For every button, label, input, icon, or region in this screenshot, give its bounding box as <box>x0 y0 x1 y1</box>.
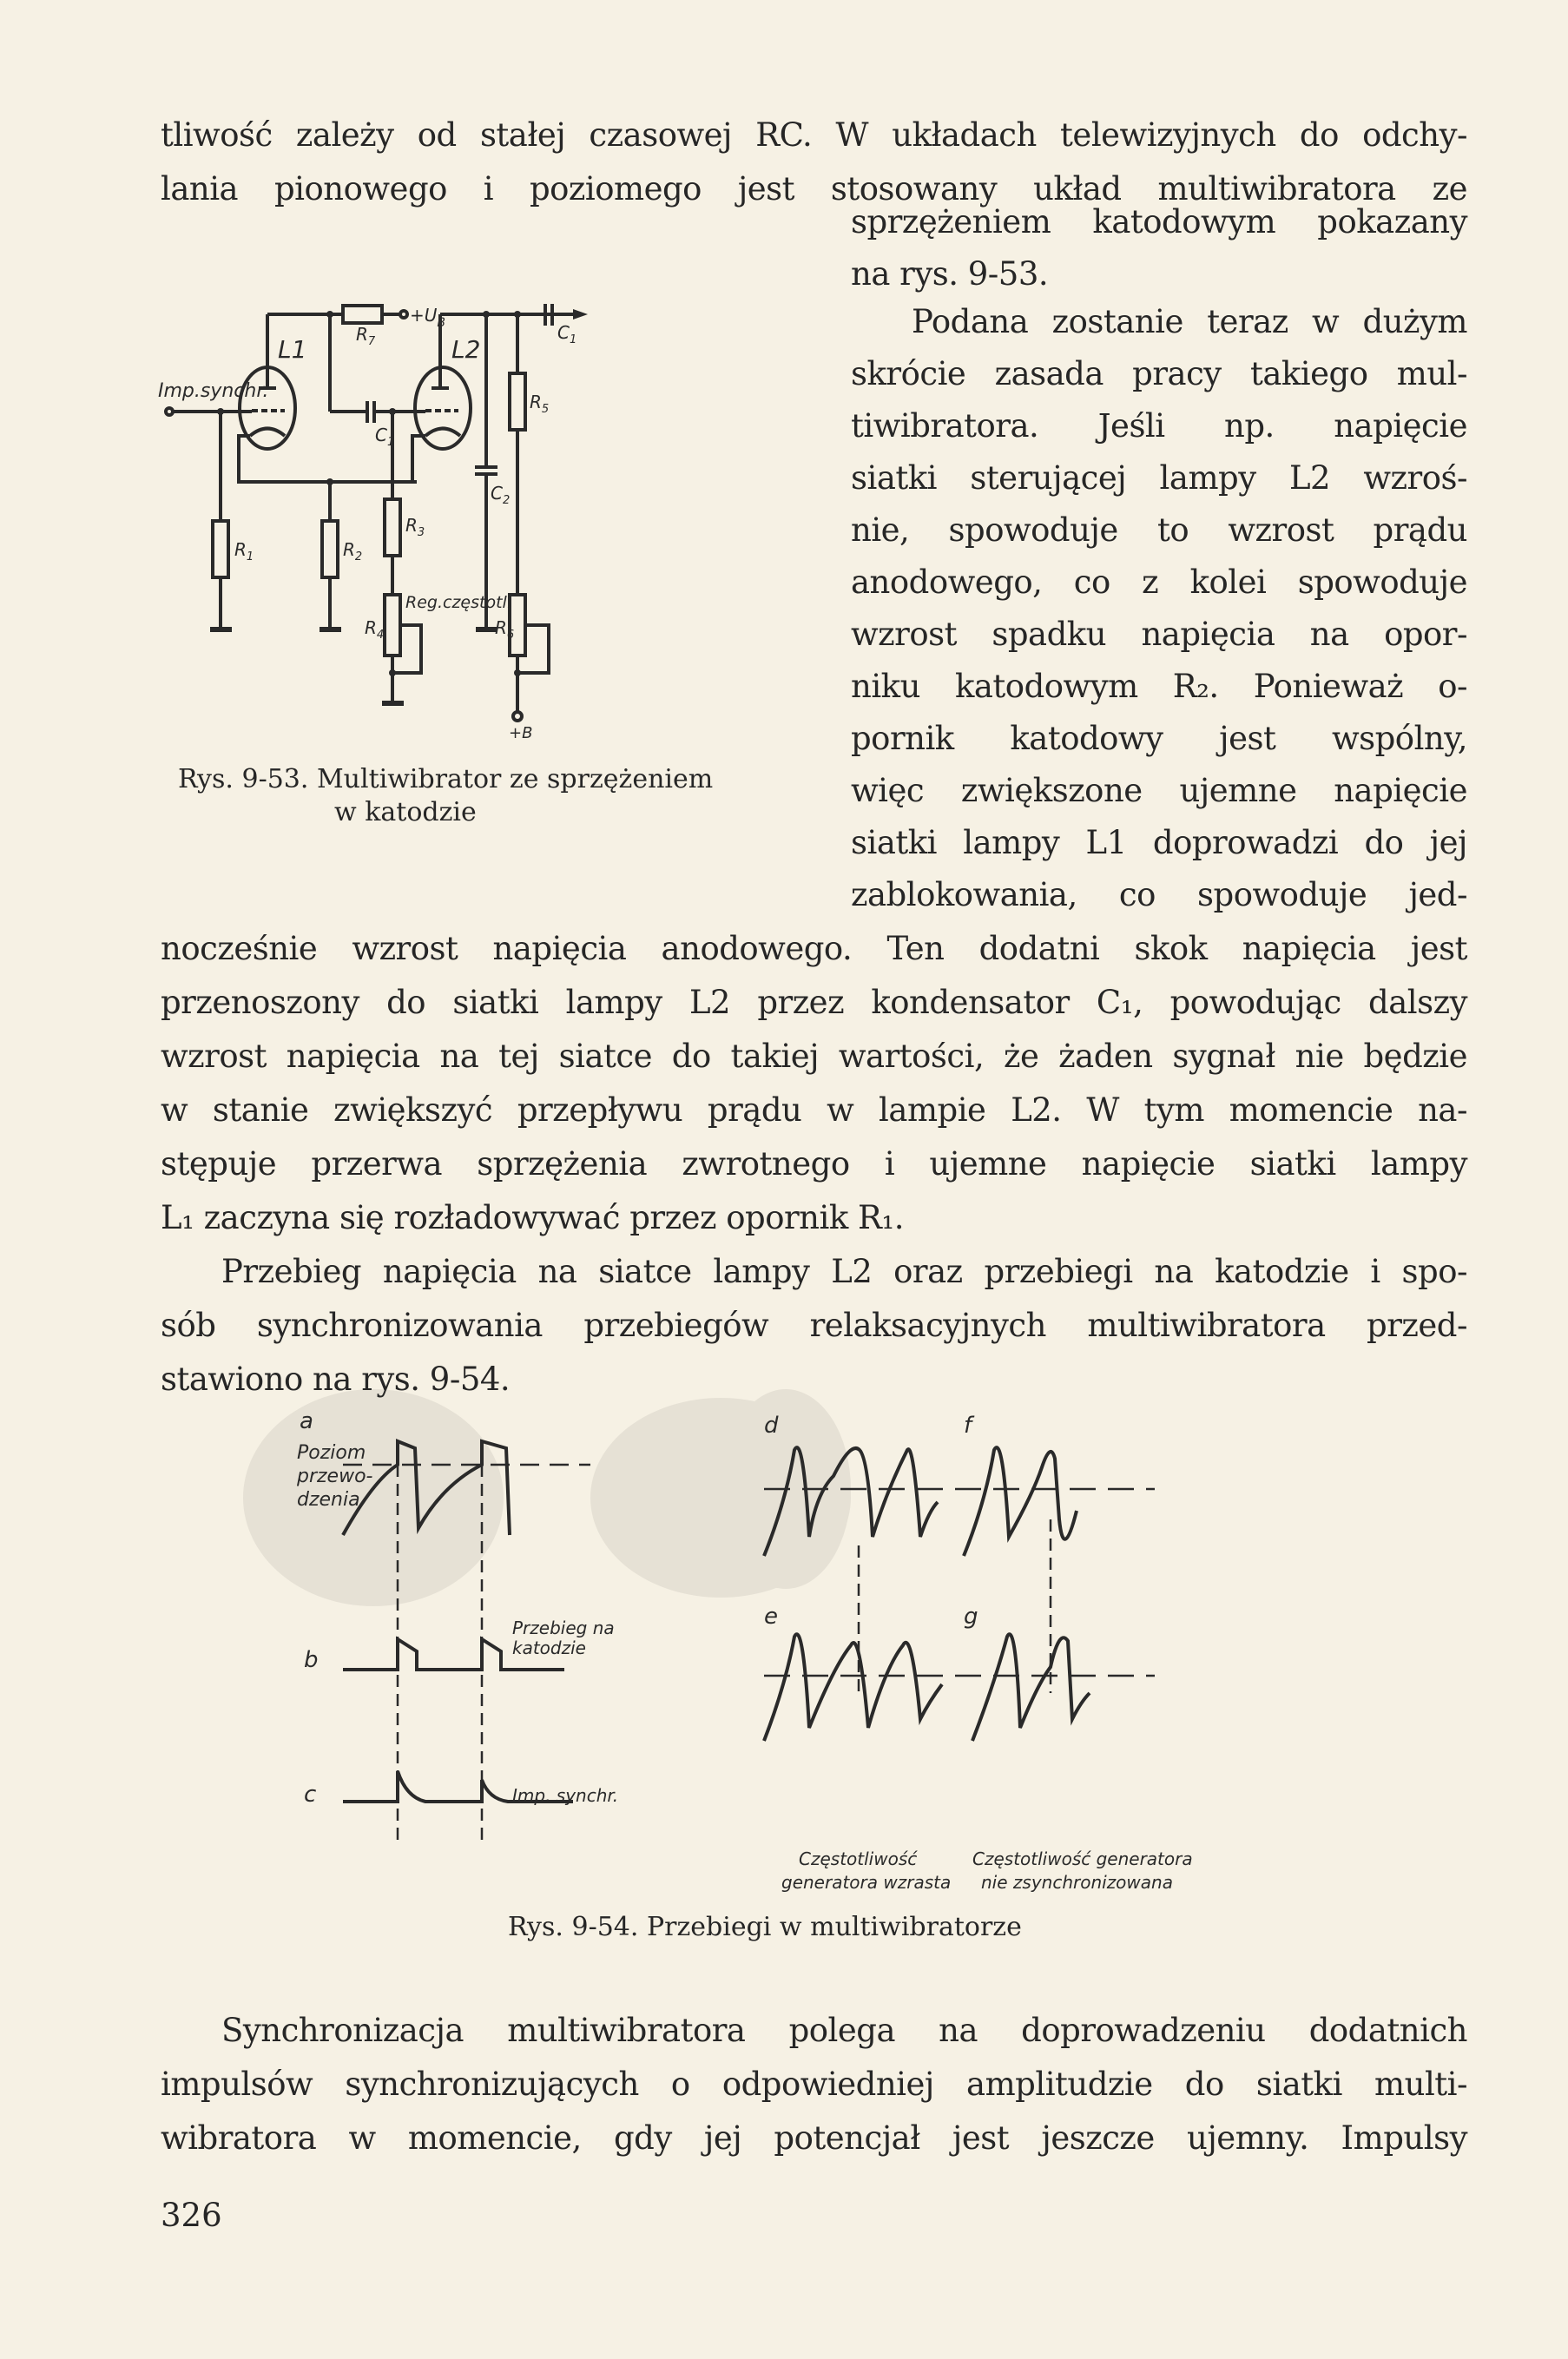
text-line: Podana zostanie teraz w dużym <box>912 303 1467 340</box>
output-arrow <box>573 309 588 320</box>
label-a: a <box>300 1408 313 1434</box>
text-line: Przebieg napięcia na siatce lampy L2 oraz przebiegi na katodzie i spo- <box>221 1253 1467 1290</box>
label-r4: R <box>365 617 377 638</box>
label-supply: +U <box>410 305 438 326</box>
svg-text:R1: $R_1$ <box>234 539 254 563</box>
text-line: wibratora w momencie, gdy jej potencjał jest jeszcze ujemny. Impulsy <box>161 2119 1467 2157</box>
figure-caption: w katodzie <box>334 797 477 827</box>
svg-text:+UB: $+U_B$ <box>410 305 446 330</box>
label-c1-out: C <box>557 322 570 343</box>
svg-text:R5: $R_5$ <box>530 392 550 416</box>
svg-text:R3: $R_3$ <box>405 515 425 539</box>
figure-caption: Rys. 9-54. Przebiegi w multiwibratorze <box>508 1912 1022 1942</box>
resistor-r1 <box>213 521 228 577</box>
waveform-e <box>764 1634 942 1741</box>
label-f: f <box>964 1413 972 1439</box>
svg-text:generatora wzrasta: generatora wzrasta <box>781 1872 952 1893</box>
label-l2: L2 <box>451 335 481 364</box>
page-number: 326 <box>161 2197 222 2234</box>
text-line: L₁ zaczyna się rozładowywać przez opornik R₁. <box>161 1199 904 1236</box>
waveform-figure <box>260 1407 1476 1919</box>
label-b: b <box>304 1647 319 1673</box>
waveform-f <box>964 1447 1077 1556</box>
text-line: na rys. 9-53. <box>851 255 1049 293</box>
text-line: skrócie zasada pracy takiego mul- <box>851 355 1467 392</box>
resistor-r7 <box>343 306 382 323</box>
svg-text:R4: $R_4$ <box>365 617 385 642</box>
label-r3: R <box>405 515 418 536</box>
text-line: więc zwiększone ujemne napięcie <box>851 772 1467 809</box>
label-freq-rises: Częstotliwość <box>799 1848 918 1869</box>
label-r5: R <box>530 392 542 412</box>
svg-text:przewo-: przewo- <box>297 1466 373 1487</box>
label-r7: R <box>356 324 368 345</box>
text-line: anodowego, co z kolei spowoduje <box>851 563 1467 601</box>
text-line: tiwibratora. Jeśli np. napięcie <box>851 407 1467 445</box>
grid-waveform-a <box>343 1441 510 1535</box>
label-d: d <box>764 1413 779 1439</box>
text-line: nocześnie wzrost napięcia anodowego. Ten dodatni skok napięcia jest <box>161 930 1467 967</box>
svg-text:R7: $R_7$ <box>356 324 376 348</box>
label-c1: C <box>375 425 387 445</box>
label-r6: R <box>495 617 507 638</box>
resistor-r5 <box>510 373 525 430</box>
text-line: wzrost napięcia na tej siatce do takiej wartości, że żaden sygnał nie będzie <box>161 1038 1467 1075</box>
terminal-ub <box>400 311 407 318</box>
svg-text:C1: $C_1$ <box>557 322 577 346</box>
text-line: impulsów synchronizujących o odpowiedniej amplitudzie do siatki multi- <box>161 2066 1467 2103</box>
label-g: g <box>964 1604 978 1630</box>
label-r2: R <box>343 539 355 560</box>
label-level: Poziom <box>297 1442 366 1464</box>
text-line: niku katodowym R₂. Ponieważ o- <box>851 668 1467 705</box>
svg-text:C2: $C_2$ <box>491 483 511 507</box>
text-line: przenoszony do siatki lampy L2 przez kondensator C₁, powodując dalszy <box>161 984 1467 1021</box>
text-line: wzrost spadku napięcia na opor- <box>851 616 1467 653</box>
label-e: e <box>764 1604 778 1630</box>
svg-text:R2: $R_2$ <box>343 539 363 563</box>
svg-text:dzenia: dzenia <box>297 1489 360 1511</box>
label-c: c <box>304 1782 317 1808</box>
text-line: stępuje przerwa sprzężenia zwrotnego i ujemne napięcie siatki lampy <box>161 1145 1467 1183</box>
resistor-r2 <box>322 521 338 577</box>
waveform-g <box>972 1634 1090 1741</box>
label-cathode: Przebieg na <box>512 1618 615 1638</box>
text-line: siatki sterującej lampy L2 wzroś- <box>851 459 1467 497</box>
label-r1: R <box>234 539 247 560</box>
text-line: w stanie zwiększyć przepływu prądu w lampie L2. W tym momencie na- <box>161 1091 1467 1129</box>
svg-text:nie zsynchronizowana: nie zsynchronizowana <box>981 1872 1173 1893</box>
svg-text:katodzie: katodzie <box>512 1637 586 1658</box>
text-line: stawiono na rys. 9-54. <box>161 1361 511 1398</box>
text-line: nie, spowoduje to wzrost prądu <box>851 511 1467 549</box>
label-input: Imp.synchr. <box>158 380 269 402</box>
circuit-diagram <box>156 278 851 738</box>
potentiometer-r4 <box>385 595 400 656</box>
text-line: zablokowania, co spowoduje jed- <box>851 876 1467 913</box>
text-line: lania pionowego i poziomego jest stosowany układ multiwibratora ze <box>161 170 1467 208</box>
text-line: siatki lampy L1 doprowadzi do jej <box>851 824 1467 861</box>
label-plus-b: +B <box>509 724 533 738</box>
svg-text:C1: $C_1$ <box>375 425 395 449</box>
text-line: sprzężeniem katodowym pokazany <box>851 203 1467 241</box>
waveform-d <box>764 1447 938 1556</box>
label-unsync: Częstotliwość generatora <box>972 1848 1193 1869</box>
text-line: tliwość zależy od stałej czasowej RC. W układach telewizyjnych do odchy- <box>161 116 1467 154</box>
svg-text:R6: $R_6$ <box>495 617 515 642</box>
resistor-r3 <box>385 499 400 556</box>
label-l1: L1 <box>278 335 307 364</box>
label-sync: Imp. synchr. <box>512 1785 619 1806</box>
figure-caption: Rys. 9-53. Multiwibrator ze sprzężeniem <box>178 764 714 794</box>
text-line: Synchronizacja multiwibratora polega na doprowadzeniu dodatnich <box>221 2012 1467 2049</box>
text-line: sób synchronizowania przebiegów relaksacyjnych multiwibratora przed- <box>161 1307 1467 1344</box>
text-line: pornik katodowy jest wspólny, <box>851 720 1467 757</box>
label-c2: C <box>491 483 503 504</box>
label-freq-adjust: Reg.częstotl. <box>405 593 512 612</box>
